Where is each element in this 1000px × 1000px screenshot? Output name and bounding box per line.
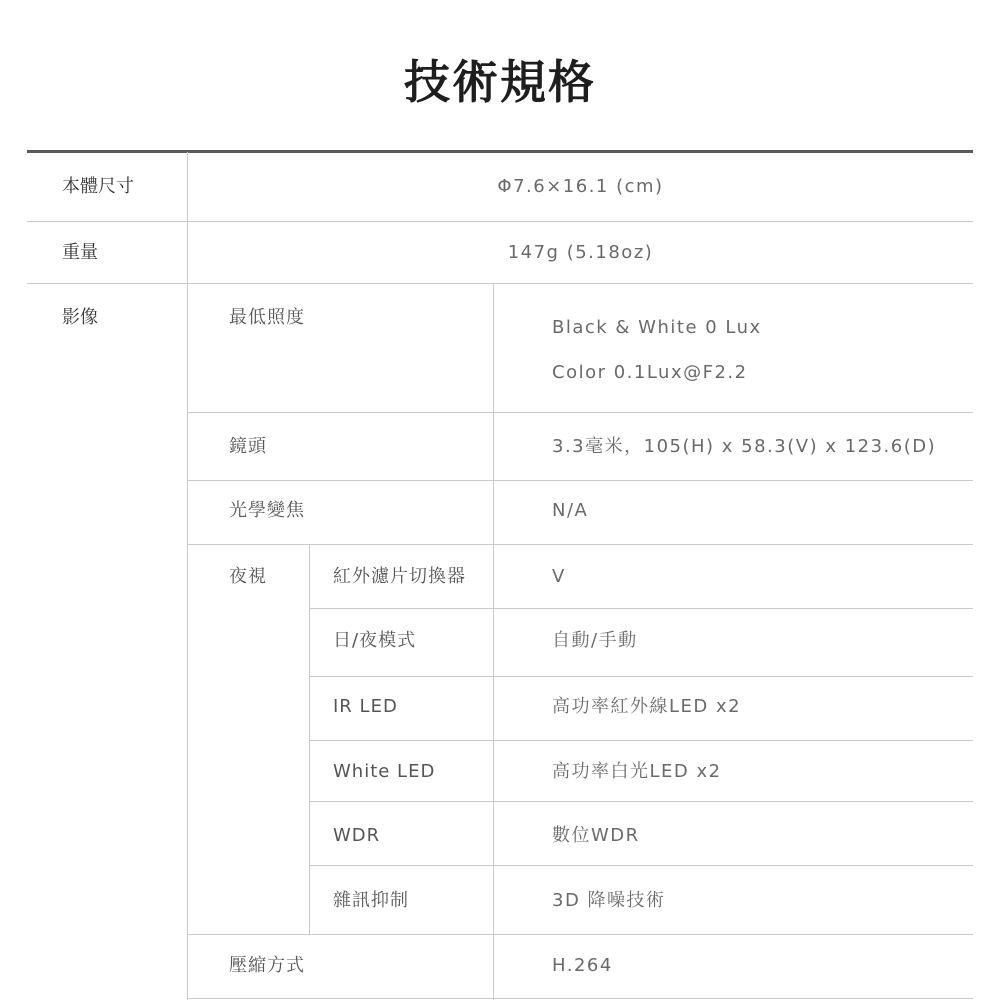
image-label: 影像 bbox=[62, 307, 98, 328]
column-divider bbox=[493, 283, 494, 1000]
day-night-mode-value: 自動/手動 bbox=[552, 630, 638, 651]
size-value: Φ7.6×16.1 (cm) bbox=[497, 176, 664, 197]
white-led-label: White LED bbox=[333, 761, 436, 782]
row-divider bbox=[309, 801, 973, 802]
ir-led-value: 高功率紅外線LED x2 bbox=[552, 696, 742, 717]
row-divider bbox=[188, 412, 973, 413]
row-divider bbox=[27, 283, 973, 284]
row-divider bbox=[309, 865, 973, 866]
lens-label: 鏡頭 bbox=[229, 436, 267, 457]
column-divider bbox=[309, 544, 310, 934]
compression-label: 壓縮方式 bbox=[229, 955, 305, 976]
ir-cut-filter-value: V bbox=[552, 566, 566, 587]
compression-value: H.264 bbox=[552, 955, 613, 976]
row-divider bbox=[309, 740, 973, 741]
min-illumination-label: 最低照度 bbox=[229, 307, 305, 328]
min-illumination-value-bw: Black & White 0 Lux bbox=[552, 317, 762, 338]
optical-zoom-label: 光學變焦 bbox=[229, 500, 305, 521]
row-divider bbox=[188, 998, 973, 999]
row-divider bbox=[188, 544, 973, 545]
weight-label: 重量 bbox=[62, 242, 98, 263]
ir-led-label: IR LED bbox=[333, 696, 398, 717]
optical-zoom-value: N/A bbox=[552, 500, 589, 521]
noise-reduction-value: 3D 降噪技術 bbox=[552, 890, 666, 911]
row-divider bbox=[309, 676, 973, 677]
size-label: 本體尺寸 bbox=[62, 176, 134, 197]
row-divider bbox=[188, 480, 973, 481]
page-title: 技術規格 bbox=[404, 55, 596, 109]
white-led-value: 高功率白光LED x2 bbox=[552, 761, 722, 782]
day-night-mode-label: 日/夜模式 bbox=[333, 630, 417, 651]
row-divider bbox=[309, 608, 973, 609]
noise-reduction-label: 雜訊抑制 bbox=[333, 890, 409, 911]
weight-value: 147g (5.18oz) bbox=[507, 242, 654, 263]
column-divider bbox=[187, 152, 188, 1000]
lens-value: 3.3毫米，105(H) x 58.3(V) x 123.6(D) bbox=[552, 436, 937, 457]
wdr-value: 數位WDR bbox=[552, 825, 640, 846]
row-divider bbox=[188, 934, 973, 935]
row-divider bbox=[27, 221, 973, 222]
wdr-label: WDR bbox=[333, 825, 381, 846]
table-top-border bbox=[27, 150, 973, 153]
ir-cut-filter-label: 紅外濾片切換器 bbox=[333, 566, 466, 587]
night-vision-label: 夜視 bbox=[229, 566, 267, 587]
min-illumination-value-color: Color 0.1Lux@F2.2 bbox=[552, 362, 748, 383]
